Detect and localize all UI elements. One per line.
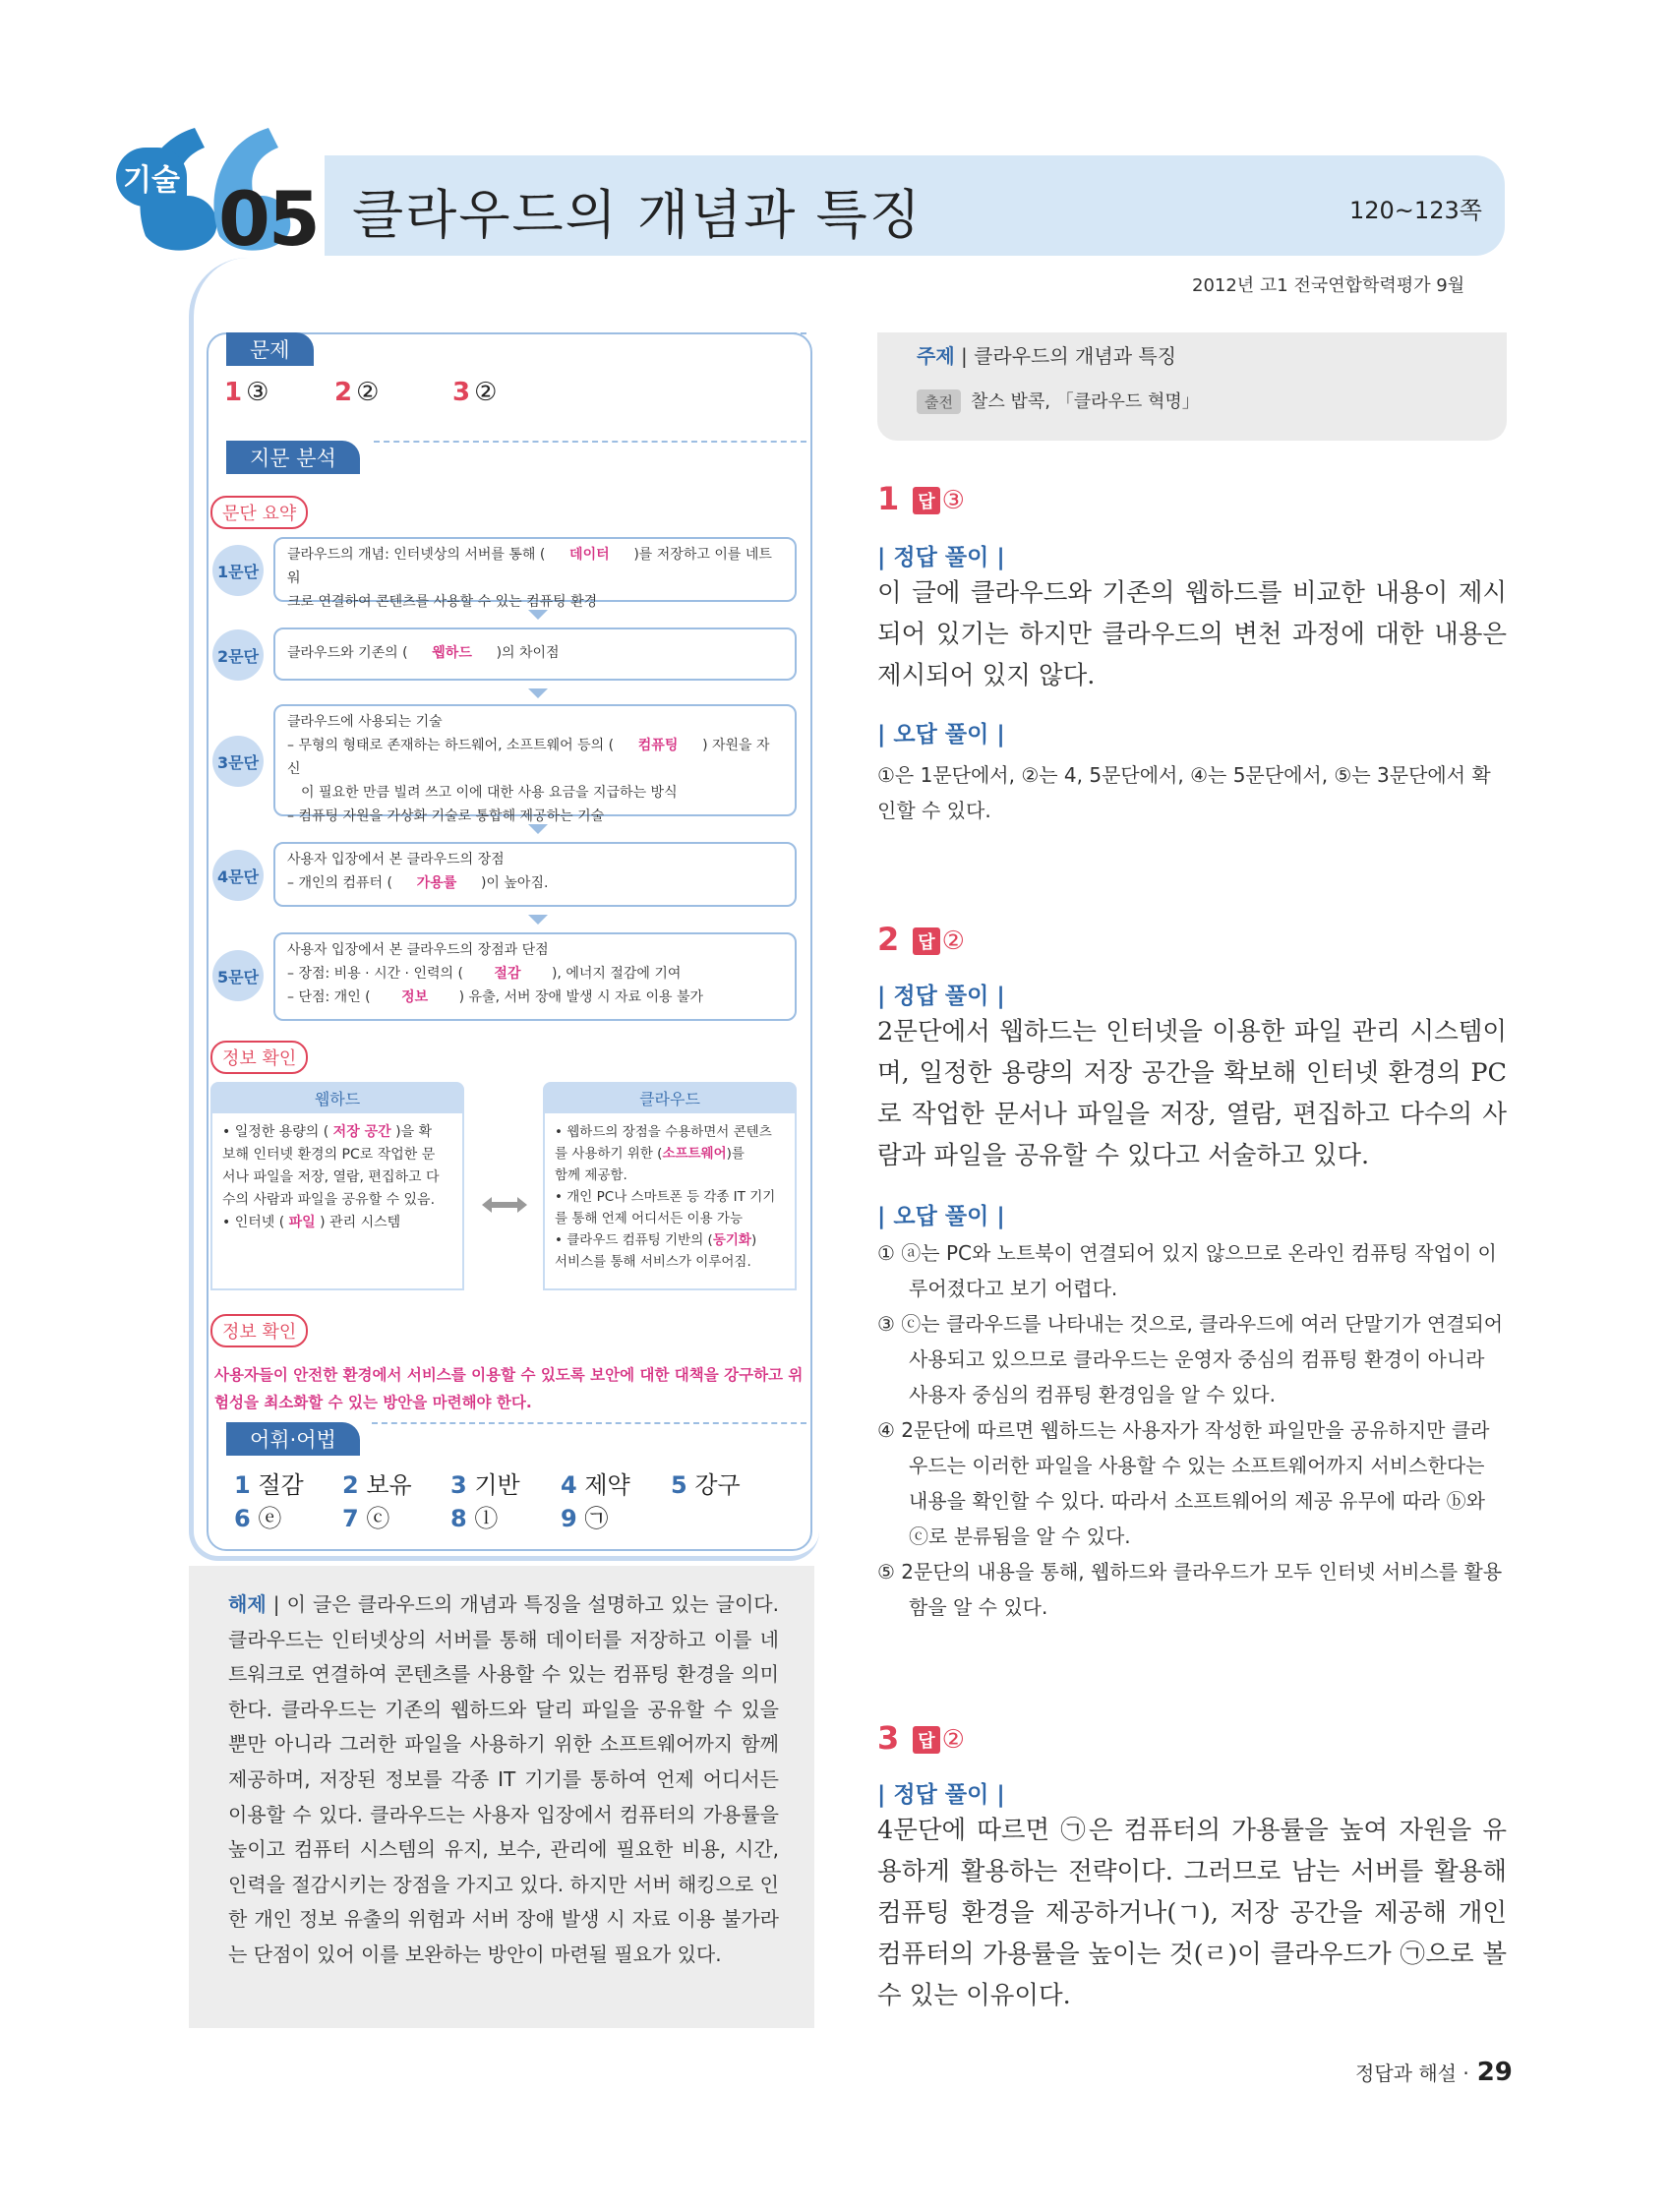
analysis-tab: 지문 분석 bbox=[226, 441, 360, 474]
vocab-item: 9 ㉠ bbox=[561, 1505, 609, 1532]
answer-3: 3 ② bbox=[452, 378, 498, 407]
para-box-2: 클라우드와 기존의 ( 웹하드 )의 차이점 bbox=[273, 628, 797, 681]
webhard-head: 웹하드 bbox=[210, 1082, 464, 1113]
correct-head: | 정답 풀이 | bbox=[877, 545, 1005, 570]
topic: 주제 | 클라우드의 개념과 특징 bbox=[917, 344, 1177, 368]
para-label: 2문단 bbox=[212, 629, 264, 681]
para-box-4: 사용자 입장에서 본 클라우드의 장점 – 개인의 컴퓨터 ( 가용률 )이 높아짐. bbox=[273, 842, 797, 907]
answer-2: 2 ② bbox=[334, 378, 380, 407]
category-tag: 기술 bbox=[116, 148, 187, 207]
para-box-1: 클라우드의 개념: 인터넷상의 서버를 통해 ( 데이터 )를 저장하고 이를 네트워 크로 연결하여 콘텐츠를 사용할 수 있는 컴퓨팅 환경 bbox=[273, 537, 797, 602]
down-arrow-icon bbox=[523, 608, 553, 622]
vocab-item: 4 제약 bbox=[561, 1471, 630, 1499]
info-pill-2: 정보 확인 bbox=[210, 1314, 308, 1347]
para-label: 4문단 bbox=[212, 850, 264, 901]
vocab-item: 1 절감 bbox=[234, 1471, 304, 1499]
question-2: 2 답 ② bbox=[877, 921, 965, 958]
correct-head: | 정답 풀이 | bbox=[877, 984, 1005, 1009]
page-footer: 정답과 해설 · 29 bbox=[1355, 2058, 1513, 2087]
vocab-item: 8 ⓛ bbox=[450, 1505, 499, 1532]
down-arrow-icon bbox=[523, 913, 553, 927]
summary-pill: 문단 요약 bbox=[210, 496, 308, 529]
cloud-body: • 웹하드의 장점을 수용하면서 콘텐츠 를 사용하기 위한 (소프트웨어)를 함께 제공함. • 개인 PC나 스마트폰 등 각종 IT 기기 를 통해 언제 어디서든 이용 가능 • 클라우드 컴퓨팅 기반의 (동기화) 서비스를 통해 서비스가 이루어짐. bbox=[543, 1113, 797, 1290]
section-number: 05 bbox=[218, 175, 319, 263]
q2-wrong-item: ⑤ 2문단의 내용을 통해, 웹하드와 클라우드가 모두 인터넷 서비스를 활용함을 알 수 있다. bbox=[877, 1560, 1503, 1619]
q2-wrong-item: ④ 2문단에 따르면 웹하드는 사용자가 작성한 파일만을 공유하지만 클라우드는 이러한 파일을 사용할 수 있는 소프트웨어까지 서비스한다는 내용을 확인할 수 있다. 따라서 소프트웨어의 제공 유무에 따라 ⓑ와 ⓒ로 분류됨을 알 수 있다. bbox=[877, 1418, 1490, 1548]
double-arrow-icon bbox=[480, 1194, 529, 1216]
cloud-head: 클라우드 bbox=[543, 1082, 797, 1113]
question-3: 3 답 ② bbox=[877, 1719, 965, 1757]
q1-wrong: ①은 1문단에서, ②는 4, 5문단에서, ④는 5문단에서, ⑤는 3문단에서 확인할 수 있다. bbox=[877, 763, 1491, 822]
vocab-item: 7 ⓒ bbox=[342, 1505, 390, 1532]
wrong-head: | 오답 풀이 | bbox=[877, 722, 1005, 747]
wrong-head: | 오답 풀이 | bbox=[877, 1204, 1005, 1229]
vocab-item: 5 강구 bbox=[671, 1471, 741, 1499]
para-box-3: 클라우드에 사용되는 기술 – 무형의 형태로 존재하는 하드웨어, 소프트웨어 등의 ( 컴퓨팅 ) 자원을 자신 이 필요한 만큼 빌려 쓰고 이에 대한 사용 요금을 지급하는 방식 – 컴퓨팅 자원을 가상화 기술로 통합해 제공하는 기술 bbox=[273, 704, 797, 816]
question-1: 1 답 ③ bbox=[877, 480, 965, 517]
problem-tab: 문제 bbox=[226, 332, 314, 366]
vocab-item: 3 기반 bbox=[450, 1471, 520, 1499]
correct-head: | 정답 풀이 | bbox=[877, 1782, 1005, 1808]
topic-source: 출전 찰스 밥콕, 「클라우드 혁명」 bbox=[917, 388, 1200, 414]
divider bbox=[374, 441, 806, 443]
q3-correct: 4문단에 따르면 ㉠은 컴퓨터의 가용률을 높여 자원을 유용하게 활용하는 전략이다. 그러므로 남는 서버를 활용해 컴퓨팅 환경을 제공하거나(ㄱ), 저장 공간을 제공해 개인 컴퓨터의 가용률을 높이는 것(ㄹ)이 클라우드가 ㉠으로 볼 수 있는 이유이다. bbox=[877, 1816, 1507, 2010]
para-label: 3문단 bbox=[212, 736, 264, 787]
exam-source: 2012년 고1 전국연합학력평가 9월 bbox=[1192, 275, 1465, 296]
q2-correct: 2문단에서 웹하드는 인터넷을 이용한 파일 관리 시스템이며, 일정한 용량의 저장 공간을 확보해 인터넷 환경의 PC로 작업한 문서나 파일을 저장, 열람, 편집하고 다수의 사람과 파일을 공유할 수 있다고 서술하고 있다. bbox=[877, 1017, 1507, 1170]
vocab-item: 2 보유 bbox=[342, 1471, 412, 1499]
info-text: 사용자들이 안전한 환경에서 서비스를 이용할 수 있도록 보안에 대한 대책을 강구하고 위험성을 최소화할 수 있는 방안을 마련해야 한다. bbox=[214, 1366, 804, 1411]
down-arrow-icon bbox=[523, 687, 553, 700]
q2-wrong-item: ① ⓐ는 PC와 노트북이 연결되어 있지 않으므로 온라인 컴퓨팅 작업이 이루어졌다고 보기 어렵다. bbox=[877, 1241, 1497, 1300]
down-arrow-icon bbox=[523, 822, 553, 836]
q2-wrong-item: ③ ⓒ는 클라우드를 나타내는 것으로, 클라우드에 여러 단말기가 연결되어 사용되고 있으므로 클라우드는 운영자 중심의 컴퓨팅 환경이 아니라 사용자 중심의 컴퓨팅 환경임을 알 수 있다. bbox=[877, 1312, 1504, 1406]
para-label: 5문단 bbox=[212, 950, 264, 1001]
info-pill: 정보 확인 bbox=[210, 1041, 308, 1074]
explanation: 해제 | 이 글은 클라우드의 개념과 특징을 설명하고 있는 글이다. 클라우드는 인터넷상의 서버를 통해 데이터를 저장하고 이를 네트워크로 연결하여 콘텐츠를 사용할 수 있는 컴퓨팅 환경을 의미한다. 클라우드는 기존의 웹하드와 달리 파일을 공유할 수 있을 뿐만 아니라 그러한 파일을 사용하기 위한 소프트웨어까지 함께 제공하며, 저장된 정보를 각종 IT 기기를 통하여 언제 어디서든 이용할 수 있다. 클라우드는 사용자 입장에서 컴퓨터의 가용률을 높이고 컴퓨터 시스템의 유지, 보수, 관리에 필요한 비용, 시간, 인력을 절감시키는 장점을 가지고 있다. 하지만 서버 해킹으로 인한 개인 정보 유출의 위험과 서버 장애 발생 시 자료 이용 불가라는 단점이 있어 이를 보완하는 방안이 마련될 필요가 있다. bbox=[228, 1592, 779, 1966]
vocab-tab: 어휘·어법 bbox=[226, 1422, 360, 1456]
page-range: 120~123쪽 bbox=[1349, 197, 1482, 224]
webhard-body: • 일정한 용량의 ( 저장 공간 )을 확 보해 인터넷 환경의 PC로 작업한 문 서나 파일을 저장, 열람, 편집하고 다 수의 사람과 파일을 공유할 수 있음. • 인터넷 ( 파일 ) 관리 시스템 bbox=[210, 1113, 464, 1290]
answer-1: 1 ③ bbox=[224, 378, 269, 407]
para-box-5: 사용자 입장에서 본 클라우드의 장점과 단점 – 장점: 비용 · 시간 · 인력의 ( 절감 ), 에너지 절감에 기여 – 단점: 개인 ( 정보 ) 유출, 서버 장애 발생 시 자료 이용 불가 bbox=[273, 932, 797, 1021]
q1-correct: 이 글에 클라우드와 기존의 웹하드를 비교한 내용이 제시되어 있기는 하지만 클라우드의 변천 과정에 대한 내용은 제시되어 있지 않다. bbox=[877, 578, 1507, 690]
divider bbox=[372, 1422, 806, 1424]
divider bbox=[354, 332, 806, 334]
vocab-item: 6 ⓔ bbox=[234, 1505, 282, 1532]
page-title: 클라우드의 개념과 특징 bbox=[352, 184, 923, 246]
para-label: 1문단 bbox=[212, 545, 264, 596]
